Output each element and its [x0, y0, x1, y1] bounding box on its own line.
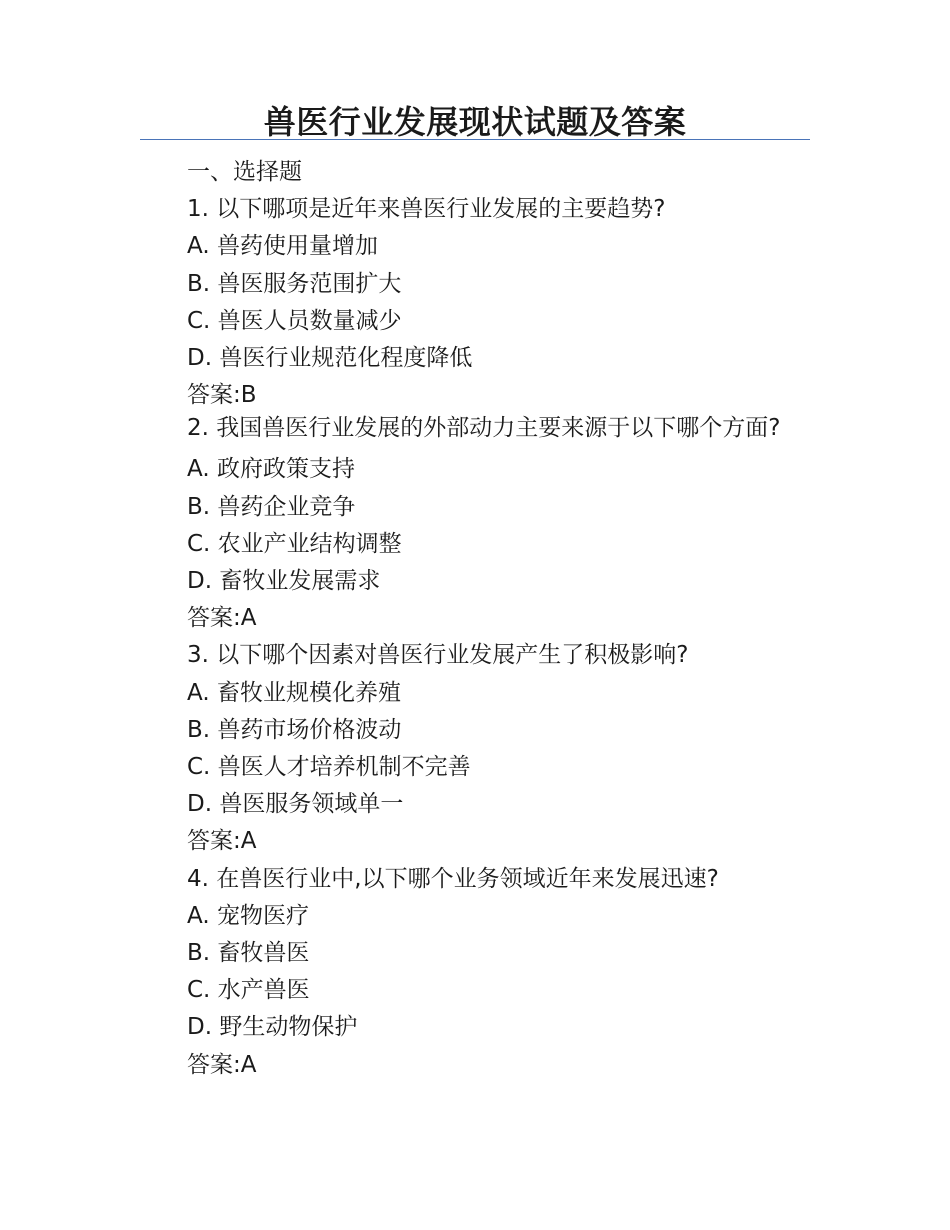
title-underline [140, 139, 810, 140]
option-a: A. 政府政策支持 [187, 456, 355, 483]
option-d: D. 兽医服务领域单一 [187, 791, 404, 818]
option-c: C. 水产兽医 [187, 977, 310, 1004]
question-text: 2. 我国兽医行业发展的外部动力主要来源于以下哪个方面? [187, 415, 781, 442]
option-d: D. 兽医行业规范化程度降低 [187, 345, 473, 372]
option-a: A. 畜牧业规模化养殖 [187, 679, 401, 706]
document-body [140, 154, 810, 1084]
section-heading: 一、选择题 [187, 159, 302, 185]
option-c: C. 农业产业结构调整 [187, 530, 402, 557]
question-block-2 [140, 417, 810, 637]
question-text: 3. 以下哪个因素对兽医行业发展产生了积极影响? [187, 642, 689, 669]
question-block-4 [140, 861, 810, 1084]
answer-text: 答案:B [187, 382, 257, 409]
option-c: C. 兽医人才培养机制不完善 [187, 754, 471, 781]
option-d: D. 畜牧业发展需求 [187, 568, 381, 595]
option-a: A. 兽药使用量增加 [187, 233, 378, 260]
answer-text: 答案:A [187, 828, 257, 855]
question-block-1 [140, 191, 810, 414]
option-b: B. 兽药市场价格波动 [187, 716, 402, 743]
question-text: 1. 以下哪项是近年来兽医行业发展的主要趋势? [187, 196, 666, 223]
option-b: B. 畜牧兽医 [187, 940, 310, 967]
document-title: 兽医行业发展现状试题及答案 [263, 103, 687, 141]
option-c: C. 兽医人员数量减少 [187, 307, 402, 334]
question-block-3 [140, 637, 810, 860]
option-a: A. 宠物医疗 [187, 902, 309, 929]
option-b: B. 兽药企业竞争 [187, 493, 356, 520]
answer-text: 答案:A [187, 605, 257, 632]
answer-text: 答案:A [187, 1051, 257, 1078]
question-text: 4. 在兽医行业中,以下哪个业务领域近年来发展迅速? [187, 865, 719, 892]
option-d: D. 野生动物保护 [187, 1014, 358, 1041]
option-b: B. 兽医服务范围扩大 [187, 270, 402, 297]
